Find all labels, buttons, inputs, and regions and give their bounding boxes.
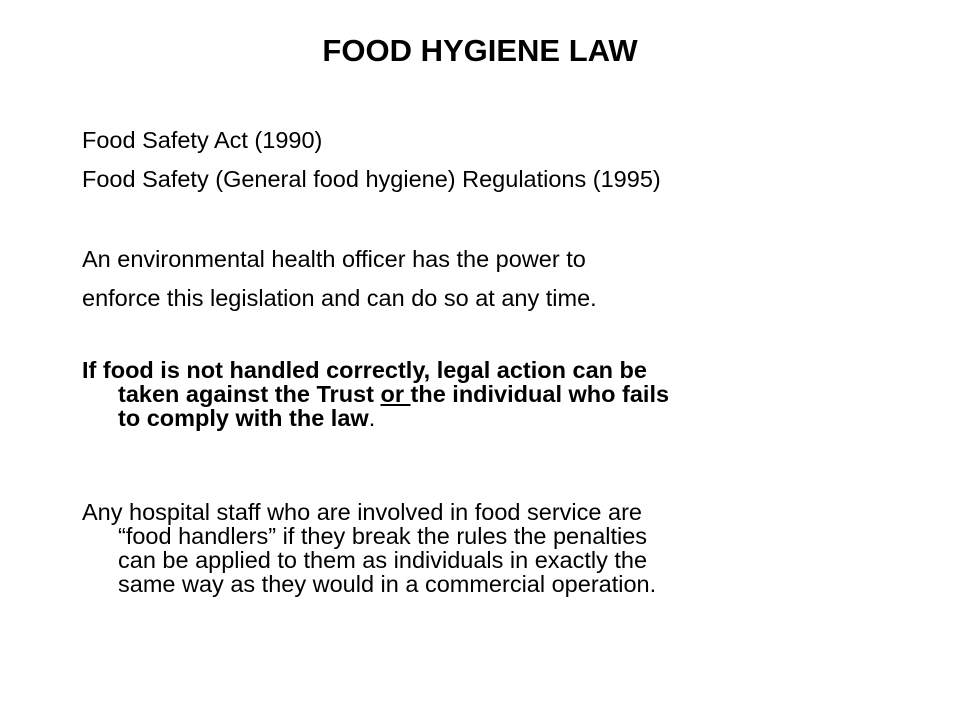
- staff-line-4: same way as they would in a commercial operation.: [118, 571, 657, 597]
- act-line-food-safety-act: Food Safety Act (1990): [82, 127, 323, 153]
- staff-paragraph: [82, 500, 882, 596]
- officer-line-1: An environmental health officer has the power to: [82, 246, 586, 272]
- staff-line-2: “food handlers” if they break the rules the penalties: [118, 523, 648, 549]
- legal-line-2-start: taken against the Trust: [118, 381, 381, 407]
- legal-line-3: [82, 406, 882, 430]
- underlined-or: or: [380, 381, 411, 407]
- legal-line-1: If food is not handled correctly, legal action can be: [82, 357, 647, 383]
- legal-line-2: [82, 382, 882, 406]
- legal-line-3-period: .: [368, 405, 376, 431]
- legal-line-3-text: to comply with the law: [118, 405, 369, 431]
- act-line-regulations: Food Safety (General food hygiene) Regulations (1995): [82, 166, 661, 192]
- slide-title: FOOD HYGIENE LAW: [322, 33, 638, 68]
- legal-action-paragraph: [82, 358, 882, 430]
- staff-line-3: can be applied to them as individuals in exactly the: [118, 547, 648, 573]
- officer-line-2: enforce this legislation and can do so at any time.: [82, 285, 597, 311]
- staff-line-1: Any hospital staff who are involved in food service are: [82, 499, 642, 525]
- legal-line-2-end: the individual who fails: [410, 381, 670, 407]
